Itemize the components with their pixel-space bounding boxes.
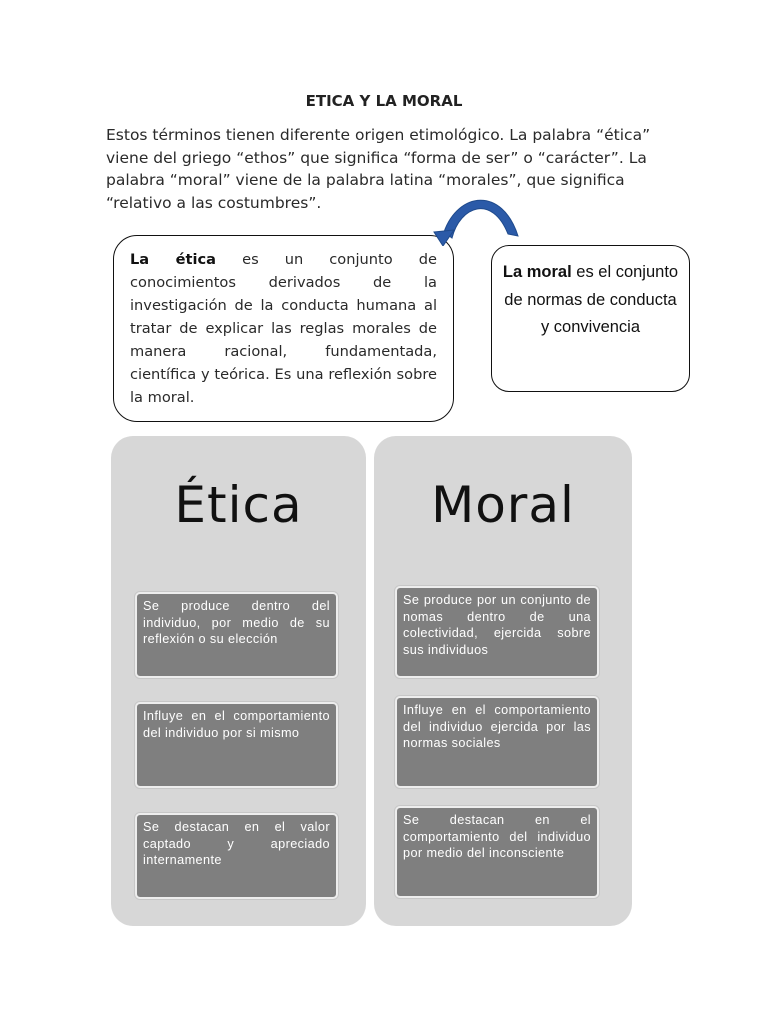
intro-paragraph: Estos términos tienen diferente origen etimológico. La palabra “ética” viene del griego “ethos” que significa “forma de ser” o “carácter”. La palabra “moral” viene de la palabra latina “morales”, que significa “relativo a las costumbres”. [106, 126, 651, 212]
etica-definition-box [113, 235, 454, 422]
moral-definition-box [491, 245, 690, 392]
page-title: ETICA Y LA MORAL [305, 92, 463, 110]
moral-term: La moral [502, 263, 572, 281]
curved-arrow-icon [430, 196, 520, 246]
moral-panel [374, 436, 632, 926]
etica-card: Influye en el comportamiento del individuo por si mismo [135, 702, 338, 788]
moral-definition: es el conjunto de normas de conducta y convivencia [504, 263, 679, 336]
etica-card: Se produce dentro del individuo, por medio de su reflexión o su elección [135, 592, 338, 678]
moral-panel-title: Moral [431, 476, 575, 534]
etica-definition: es un conjunto de conocimientos derivados de la investigación de la conducta humana al tratar de explicar las reglas morales de manera racional, fundamentada, científica y teórica. Es una reflexión sobre la moral. [130, 251, 437, 406]
moral-card: Influye en el comportamiento del individuo ejercida por las normas sociales [395, 696, 599, 788]
etica-card: Se destacan en el valor captado y apreciado internamente [135, 813, 338, 899]
etica-term: La ética [130, 251, 217, 268]
etica-panel-title: Ética [174, 476, 303, 534]
moral-card: Se produce por un conjunto de nomas dentro de una colectividad, ejercida sobre sus individuos [395, 586, 599, 678]
moral-card: Se destacan en el comportamiento del individuo por medio del inconsciente [395, 806, 599, 898]
etica-panel [111, 436, 366, 926]
